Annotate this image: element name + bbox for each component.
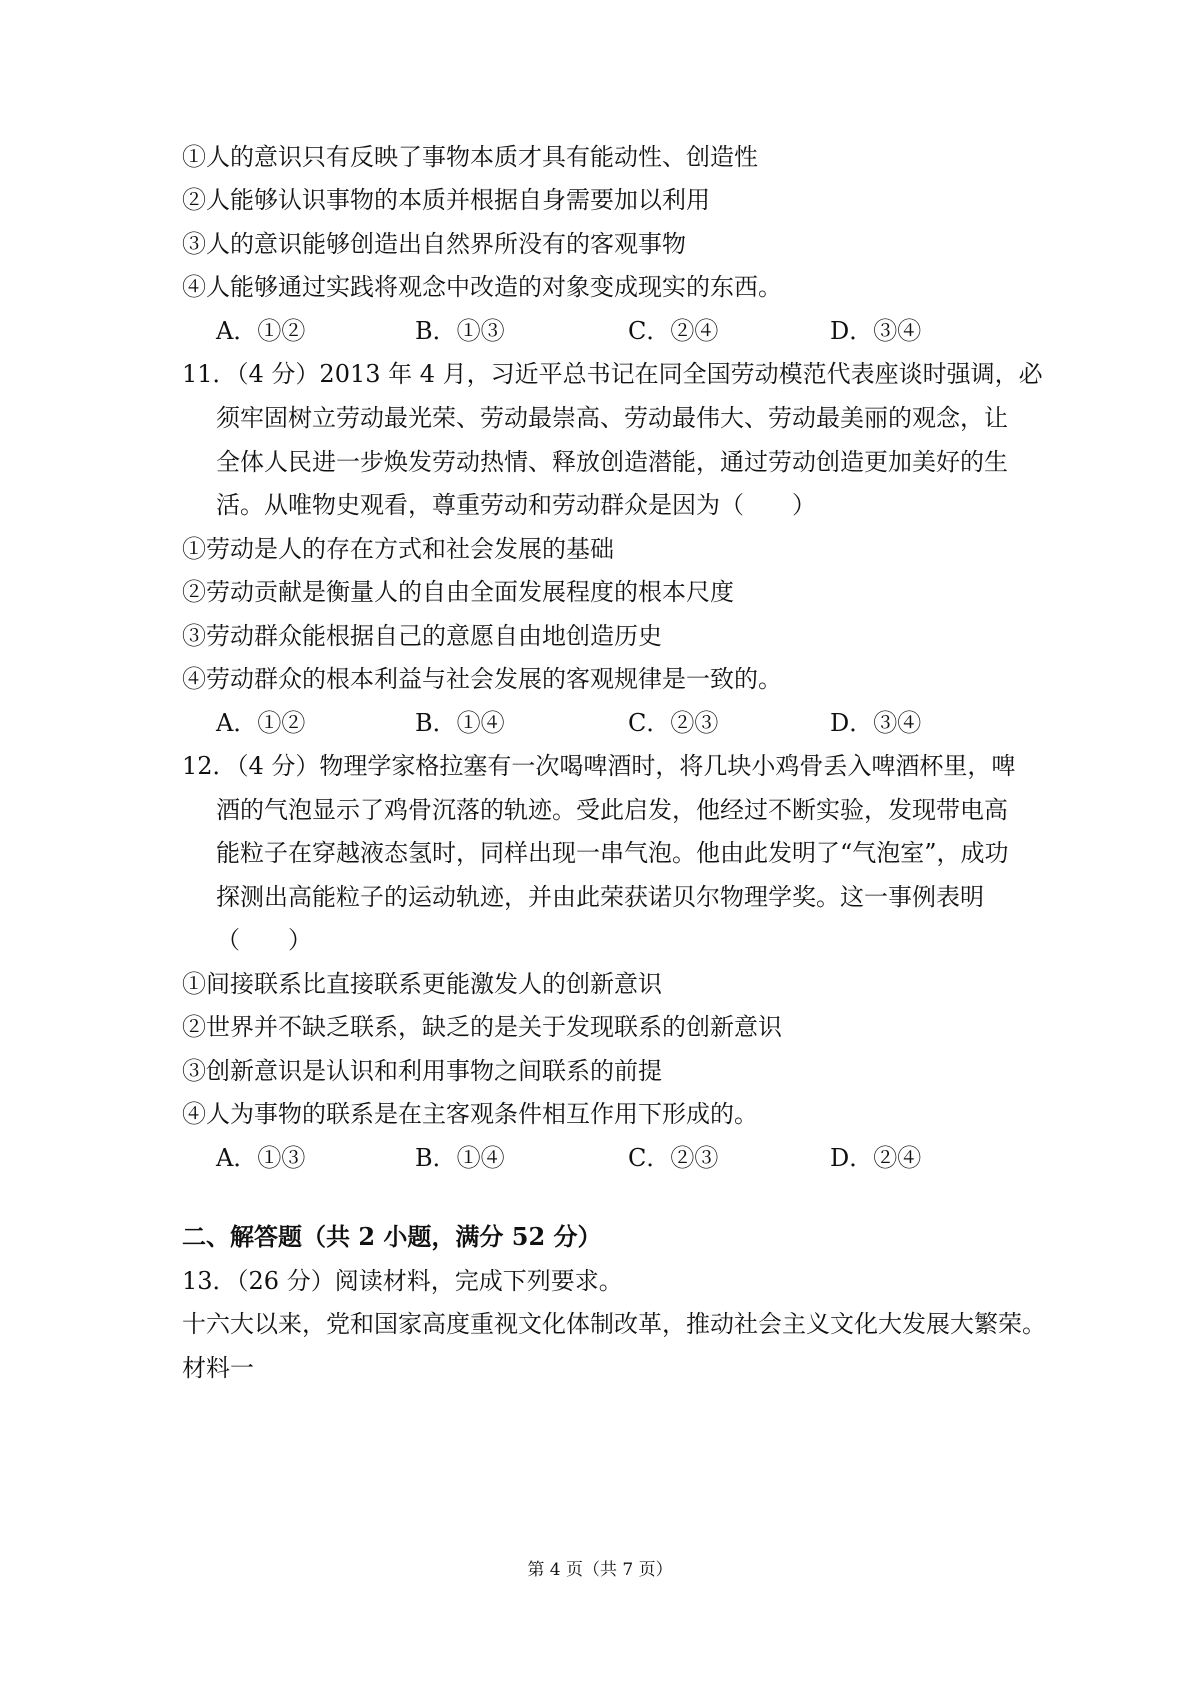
q10-statement-2: ②人能够认识事物的本质并根据自身需要加以利用 (182, 186, 710, 214)
q10-option-a: A．①② (216, 317, 306, 345)
q10-statement-3: ③人的意识能够创造出自然界所没有的客观事物 (182, 230, 686, 258)
q11-option-b: B．①④ (415, 709, 505, 737)
q12-statement-2: ②世界并不缺乏联系，缺乏的是关于发现联系的创新意识 (182, 1013, 782, 1041)
q10-statement-1: ①人的意识只有反映了事物本质才具有能动性、创造性 (182, 143, 758, 171)
q12-stem-line-4: 探测出高能粒子的运动轨迹，并由此荣获诺贝尔物理学奖。这一事例表明 (216, 883, 984, 911)
q12-option-a: A．①③ (216, 1144, 306, 1172)
page-footer: 第 4 页（共 7 页） (527, 1560, 673, 1580)
q11-option-a: A．①② (216, 709, 306, 737)
q10-statement-4: ④人能够通过实践将观念中改造的对象变成现实的东西。 (182, 273, 782, 301)
q13-text: 十六大以来，党和国家高度重视文化体制改革，推动社会主义文化大发展大繁荣。 (182, 1310, 1046, 1338)
q12-stem-line-3: 能粒子在穿越液态氢时，同样出现一串气泡。他由此发明了“气泡室”，成功 (216, 839, 1009, 867)
q11-statement-1: ①劳动是人的存在方式和社会发展的基础 (182, 535, 614, 563)
q12-option-c: C．②③ (628, 1144, 719, 1172)
q12-statement-4: ④人为事物的联系是在主客观条件相互作用下形成的。 (182, 1100, 758, 1128)
q10-option-d: D．③④ (830, 317, 922, 345)
q12-stem-line-5: （ ） (216, 926, 312, 954)
q12-option-b: B．①④ (415, 1144, 505, 1172)
section-heading: 二、解答题（共 2 小题，满分 52 分） (182, 1222, 602, 1251)
q11-option-d: D．③④ (830, 709, 922, 737)
q12-option-d: D．②④ (830, 1144, 922, 1172)
q13-material-label: 材料一 (182, 1354, 254, 1382)
q12-stem-line-2: 酒的气泡显示了鸡骨沉落的轨迹。受此启发，他经过不断实验，发现带电高 (216, 796, 1008, 824)
q11-stem-line-4: 活。从唯物史观看，尊重劳动和劳动群众是因为（ ） (216, 491, 816, 519)
q10-option-c: C．②④ (628, 317, 719, 345)
q11-stem-line-3: 全体人民进一步焕发劳动热情、释放创造潜能，通过劳动创造更加美好的生 (216, 448, 1008, 476)
q11-statement-2: ②劳动贡献是衡量人的自由全面发展程度的根本尺度 (182, 578, 734, 606)
q12-statement-1: ①间接联系比直接联系更能激发人的创新意识 (182, 970, 662, 998)
q12-stem-line-1: 12．（4 分）物理学家格拉塞有一次喝啤酒时，将几块小鸡骨丢入啤酒杯里，啤 (182, 752, 1016, 780)
q11-statement-4: ④劳动群众的根本利益与社会发展的客观规律是一致的。 (182, 665, 782, 693)
q12-statement-3: ③创新意识是认识和利用事物之间联系的前提 (182, 1057, 662, 1085)
q11-statement-3: ③劳动群众能根据自己的意愿自由地创造历史 (182, 622, 662, 650)
q11-stem-line-2: 须牢固树立劳动最光荣、劳动最崇高、劳动最伟大、劳动最美丽的观念，让 (216, 404, 1008, 432)
q13-stem: 13．（26 分）阅读材料，完成下列要求。 (182, 1267, 623, 1295)
q10-option-b: B．①③ (415, 317, 505, 345)
q11-option-c: C．②③ (628, 709, 719, 737)
q11-stem-line-1: 11．（4 分）2013 年 4 月，习近平总书记在同全国劳动模范代表座谈时强调，必 (182, 360, 1043, 388)
